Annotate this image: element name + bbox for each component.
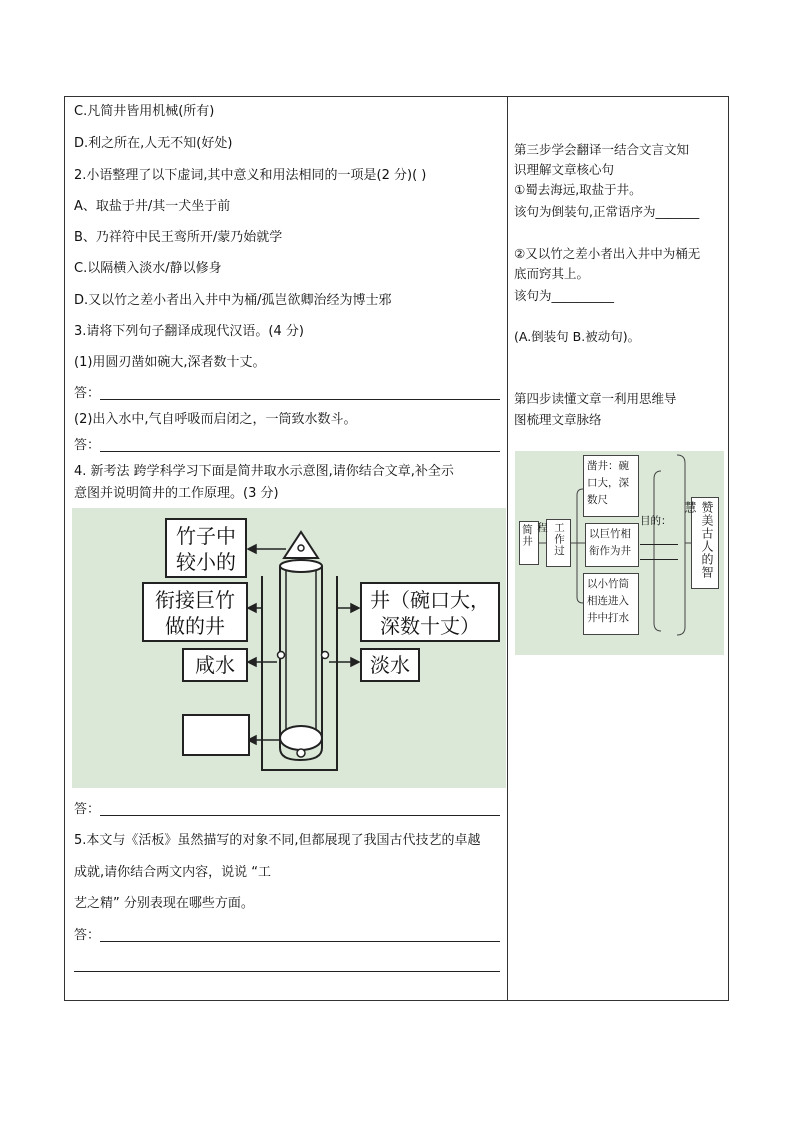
question-4-line2: 意图并说明简井的工作原理。(3 分) <box>74 486 279 501</box>
step3-title-line1: 第三步学会翻译一结合文言文知 <box>514 142 690 157</box>
answer-line-q5-2[interactable] <box>74 971 500 972</box>
label-bamboo-pipe: 衔接巨竹 做的井 <box>142 582 248 642</box>
question-5-line2: 成就,请你结合两文内容，说说 “工 <box>74 865 271 880</box>
question-4-line1: 4. 新考法 跨学科学习下面是简井取水示意图,请你结合文章,补全示 <box>74 464 454 479</box>
answer-label-q3-1: 答： <box>74 386 101 401</box>
answer-label-q5: 答： <box>74 928 101 943</box>
purpose-blank-1[interactable] <box>640 530 678 545</box>
answer-line-q3-2[interactable] <box>100 451 500 452</box>
label-small-bamboo: 竹子中 较小的 <box>165 518 247 578</box>
purpose-blank-2[interactable] <box>640 545 678 560</box>
answer-line-q3-1[interactable] <box>100 399 500 400</box>
mind-map-process: 工作过程 <box>546 519 571 567</box>
answer-label-q3-2: 答： <box>74 438 101 453</box>
q2-option-a: A、取盐于井/其一犬坐于前 <box>74 199 231 214</box>
q2-option-c: C.以隔横入淡水/静以修身 <box>74 261 222 276</box>
q2-option-d: D.又以竹之差小者出入井中为桶/孤岂欲卿治经为博士邪 <box>74 293 392 308</box>
step3-title-line2: 识理解文章核心句 <box>514 162 615 177</box>
mind-map-item-1: 凿井：碗 口大，深 数尺 <box>583 455 639 517</box>
step4-title-line1: 第四步读懂文章一利用思维导 <box>514 391 677 406</box>
question-2: 2.小语整理了以下虚词,其中意义和用法相同的一项是(2 分)( ) <box>74 168 427 183</box>
question-5-line3: 艺之精” 分别表现在哪些方面。 <box>74 896 254 911</box>
blank-answer-box[interactable] <box>182 714 250 756</box>
answer-line-q5-1[interactable] <box>100 941 500 942</box>
mind-map-conclusion: 赞美古人的智慧 <box>691 497 719 589</box>
question-5-line1: 5.本文与《活板》虽然描写的对象不同,但都展现了我国古代技艺的卓越 <box>74 833 481 848</box>
mind-map <box>515 451 724 655</box>
option-d: D.利之所在,人无不知(好处) <box>74 136 233 151</box>
mind-map-item-3: 以小竹筒 相连进入 井中打水 <box>583 573 639 635</box>
well-diagram <box>72 508 506 788</box>
column-divider <box>507 96 508 1001</box>
sentence-2-prompt: 该句为__________ <box>514 288 615 303</box>
sentence-2-options: (A.倒装句 B.被动句)。 <box>514 329 641 344</box>
label-fresh-water: 淡水 <box>360 648 420 682</box>
sentence-1-prompt: 该句为倒装句,正常语序为_______ <box>514 204 700 219</box>
sentence-2-line2: 底而窍其上。 <box>514 266 590 281</box>
label-salt-water: 咸水 <box>182 648 248 682</box>
well-diagram-lines <box>72 508 506 788</box>
sentence-2-line1: ②又以竹之差小者出入井中为桶无 <box>514 246 701 261</box>
q3-sentence-1: (1)用圆刃凿如碗大,深者数十丈。 <box>74 355 266 370</box>
step4-title-line2: 图梳理文章脉络 <box>514 412 602 427</box>
label-well: 井（碗口大， 深数十丈） <box>360 582 500 642</box>
mind-map-root: 简井 <box>519 521 539 565</box>
mind-map-purpose-label: 目的： <box>640 515 672 527</box>
answer-label-q4: 答： <box>74 802 101 817</box>
answer-line-q4[interactable] <box>100 815 500 816</box>
mind-map-item-2: 以巨竹相 衔作为井 <box>585 523 639 567</box>
sentence-1: ①蜀去海远,取盐于井。 <box>514 182 642 197</box>
mind-map-purpose <box>637 511 681 577</box>
q2-option-b: B、乃祥符中民王鸾所开/蒙乃始就学 <box>74 230 283 245</box>
option-c: C.凡简井皆用机械(所有) <box>74 104 215 119</box>
question-3: 3.请将下列句子翻译成现代汉语。(4 分) <box>74 324 304 339</box>
q3-sentence-2: (2)出入水中,气自呼吸而启闭之，一筒致水数斗。 <box>74 412 357 427</box>
